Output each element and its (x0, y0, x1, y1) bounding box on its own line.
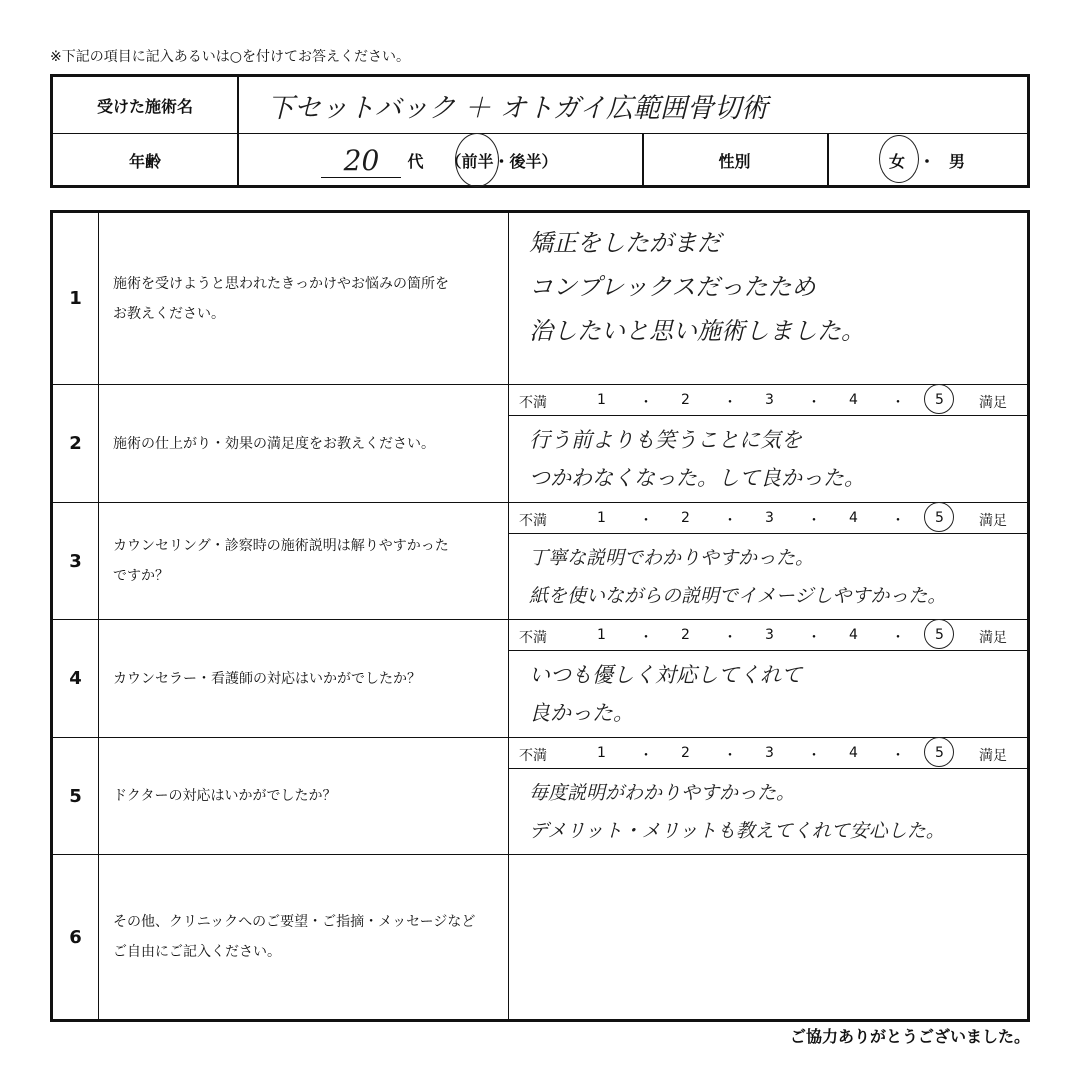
selection-circle (879, 135, 919, 183)
gender-male-option[interactable]: 男 (949, 152, 966, 171)
rating-scale[interactable]: 不満 1 ・ 2 ・ 3 ・ 4 ・ 5 満足 (509, 620, 1027, 651)
question-text: 施術の仕上がり・効果の満足度をお教えください。 (113, 435, 435, 452)
rating-scale[interactable]: 不満 1 ・ 2 ・ 3 ・ 4 ・ 5 満足 (509, 738, 1027, 769)
question-row (53, 385, 1027, 503)
question-text: カウンセラー・看護師の対応はいかがでしたか？ (113, 670, 421, 687)
question-number: 6 (53, 855, 99, 1019)
age-field[interactable]: 20 代 （ 前半 ・ 後半 ） (237, 133, 642, 188)
age-second-half-option[interactable]: 後半 (509, 152, 542, 171)
answer-comment: 毎度説明がわかりやすかった。 デメリット・メリットも教えてくれて安心した。 (529, 782, 945, 842)
question-text: カウンセリング・診察時の施術説明は解りやすかった ですか？ (113, 538, 449, 584)
answer-comment: 行う前よりも笑うことに気を つかわなくなった。して良かった。 (529, 428, 865, 490)
gender-field[interactable]: 女 ・ 男 (827, 133, 1027, 188)
treatment-row (53, 77, 1027, 134)
question-row (53, 620, 1027, 738)
selection-circle (455, 133, 499, 187)
question-row (53, 213, 1027, 385)
treatment-info-table (50, 74, 1030, 188)
rating-scale[interactable]: 不満 1 ・ 2 ・ 3 ・ 4 ・ 5 満足 (509, 385, 1027, 416)
question-number: 1 (53, 213, 99, 384)
answer-area[interactable] (508, 213, 1027, 384)
question-row (53, 738, 1027, 855)
answer-comment: 丁寧な説明でわかりやすかった。 紙を使いながらの説明でイメージしやすかった。 (529, 547, 947, 607)
question-text: ドクターの対応はいかがでしたか？ (113, 788, 337, 804)
rating-scale[interactable]: 不満 1 ・ 2 ・ 3 ・ 4 ・ 5 満足 (509, 503, 1027, 534)
answer-area[interactable] (508, 503, 1027, 619)
age-label: 年齢 (128, 152, 161, 171)
answer-comment: 矯正をしたがまだ コンプレックスだったため 治したいと思い施術しました。 (529, 229, 865, 345)
question-number: 5 (53, 738, 99, 854)
question-text: その他、クリニックへのご要望・ご指摘・メッセージなど ご自由にご記入ください。 (113, 914, 476, 960)
age-first-half-option[interactable]: 前半 (461, 149, 493, 172)
answer-area[interactable] (508, 738, 1027, 854)
question-row (53, 855, 1027, 1019)
age-gender-row (53, 133, 1027, 188)
rating-selection-circle (924, 502, 954, 532)
answer-area[interactable] (508, 385, 1027, 502)
gender-label: 性別 (718, 152, 751, 171)
thanks-message: ご協力ありがとうございました。 (789, 1027, 1030, 1046)
answer-area[interactable] (508, 855, 1027, 1019)
gender-female-option[interactable]: 女 (889, 149, 905, 172)
rating-selection-circle (924, 384, 954, 414)
answer-comment: いつも優しく対応してくれて 良かった。 (529, 663, 802, 725)
survey-table (50, 210, 1030, 1022)
rating-selection-circle (924, 619, 954, 649)
rating-selection-circle (924, 737, 954, 767)
question-number: 4 (53, 620, 99, 737)
instruction-note: ※下記の項目に記入あるいは○を付けてお答えください。 (50, 49, 410, 65)
treatment-label: 受けた施術名 (96, 96, 193, 116)
question-text: 施術を受けようと思われたきっかけやお悩みの箇所を お教えください。 (113, 275, 449, 322)
treatment-value[interactable]: 下セットバック ＋ オトガイ広範囲骨切術 (267, 92, 769, 124)
question-number: 2 (53, 385, 99, 502)
question-row (53, 503, 1027, 620)
age-value: 20 (321, 144, 401, 178)
question-number: 3 (53, 503, 99, 619)
answer-area[interactable] (508, 620, 1027, 737)
